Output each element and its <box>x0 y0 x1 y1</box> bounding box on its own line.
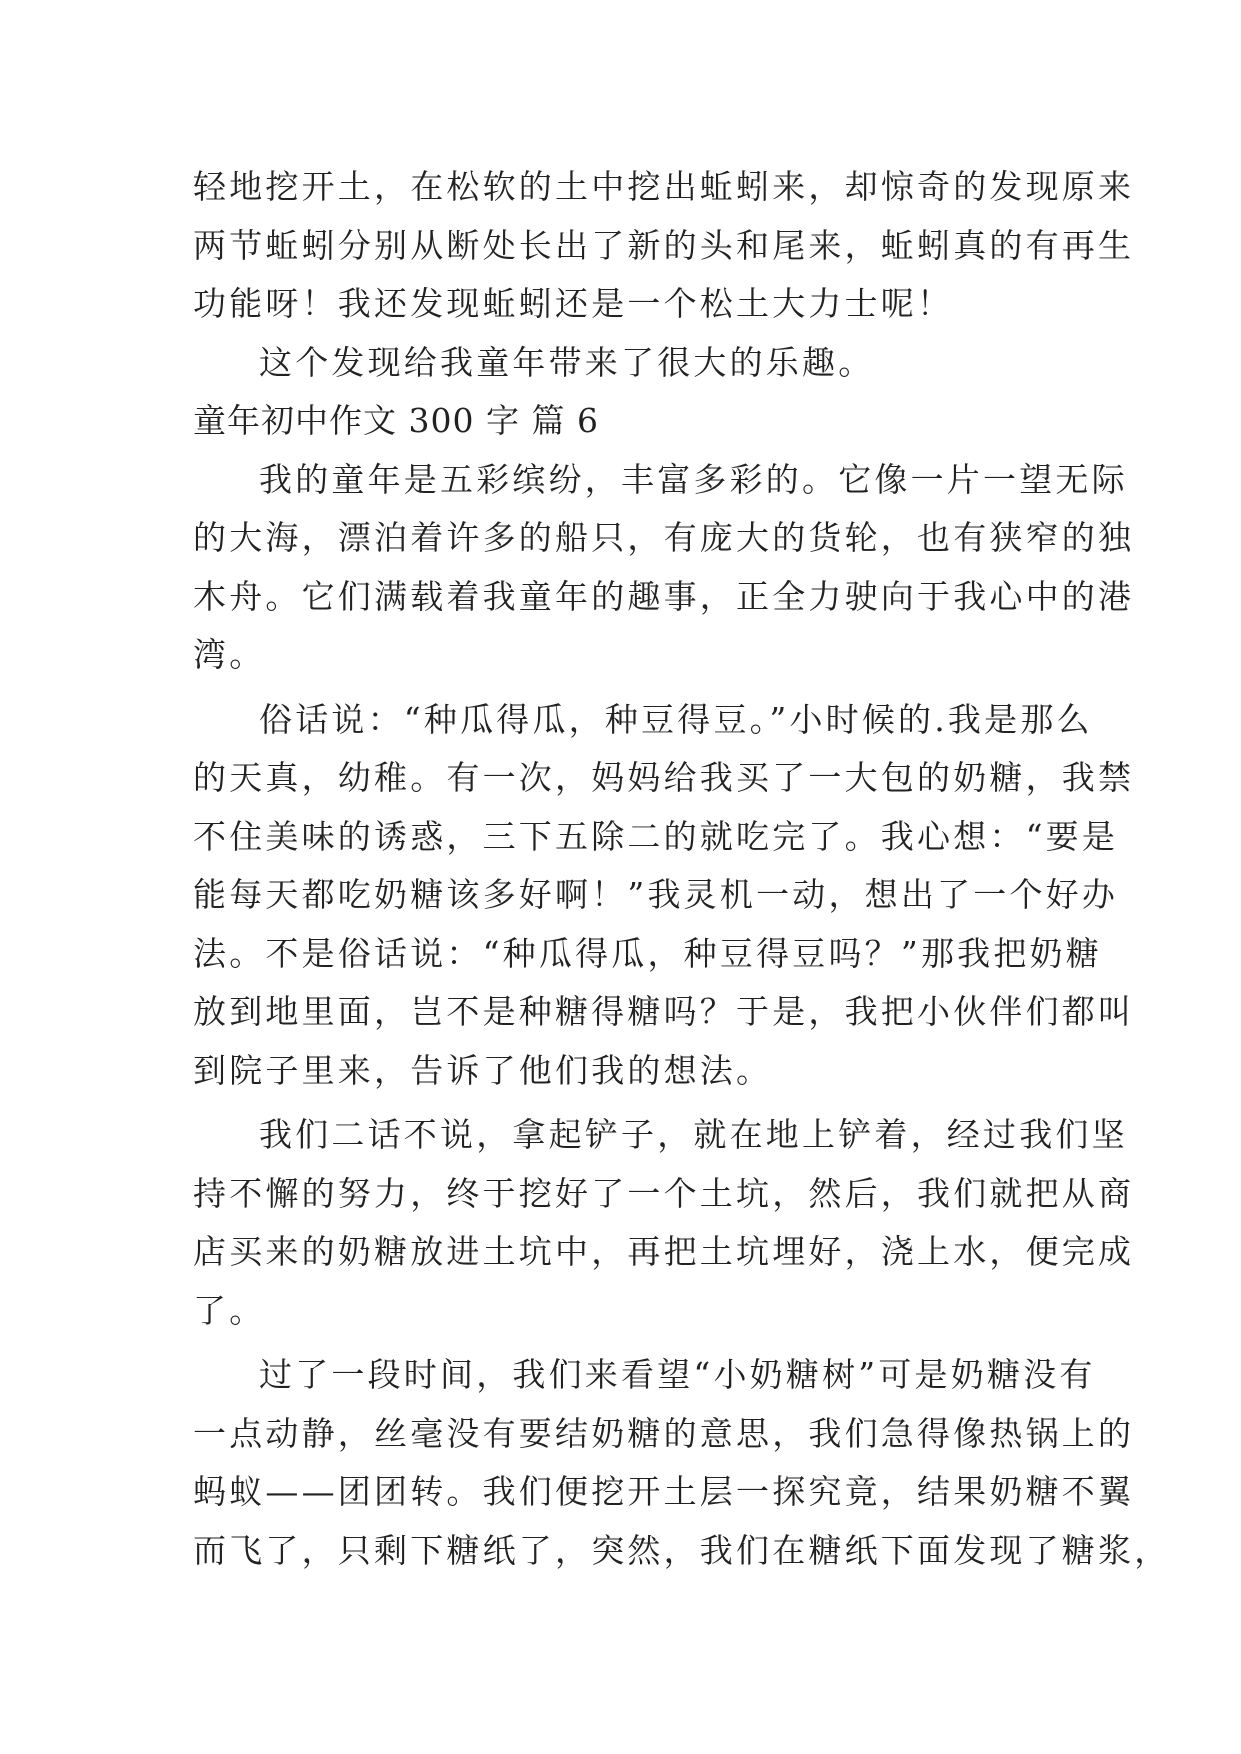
text-line: 木舟。它们满载着我童年的趣事，正全力驶向于我心中的港 <box>193 576 1135 616</box>
text-line: 放到地里面，岂不是种糖得糖吗？于是，我把小伙伴们都叫 <box>193 992 1135 1031</box>
text-line: 我们二话不说，拿起铲子，就在地上铲着，经过我们坚 <box>259 1115 1128 1154</box>
text-line: 到院子里来，告诉了他们我的想法。 <box>193 1050 773 1090</box>
text-line: 湾。 <box>193 635 266 674</box>
text-line: 能每天都吃奶糖该多好啊！”我灵机一动，想出了一个好办 <box>193 875 1119 914</box>
text-line: 过了一段时间，我们来看望“小奶糖树”可是奶糖没有 <box>259 1355 1096 1394</box>
paragraph <box>193 1106 1135 1340</box>
text-line: 一点动静，丝毫没有要结奶糖的意思，我们急得像热锅上的 <box>193 1413 1135 1453</box>
text-line: 轻地挖开土，在松软的土中挖出蚯蚓来，却惊奇的发现原来 <box>193 167 1135 206</box>
text-line: 而飞了，只剩下糖纸了，突然，我们在糖纸下面发现了糖浆， <box>193 1530 1171 1570</box>
text-line: 的大海，漂泊着许多的船只，有庞大的货轮，也有狭窄的独 <box>193 518 1135 557</box>
text-line: 不住美味的诱惑，三下五除二的就吃完了。我心想：“要是 <box>193 816 1119 856</box>
document-page <box>193 158 1171 1580</box>
text-line: 这个发现给我童年带来了很大的乐趣。 <box>259 342 875 382</box>
paragraph <box>193 158 1135 334</box>
paragraph <box>193 1346 1171 1580</box>
paragraph <box>193 334 1053 393</box>
text-line: 我的童年是五彩缤纷，丰富多彩的。它像一片一望无际 <box>259 459 1128 499</box>
section-heading <box>193 392 1053 451</box>
paragraph <box>193 451 1135 685</box>
text-line: 俗话说：“种瓜得瓜，种豆得豆。”小时候的.我是那么 <box>259 699 1093 739</box>
heading-text: 童年初中作文 300 字 篇 6 <box>193 401 599 440</box>
text-line: 了。 <box>193 1290 266 1330</box>
text-line: 功能呀！我还发现蚯蚓还是一个松土大力士呢！ <box>193 284 954 323</box>
text-line: 蚂蚁——团团转。我们便挖开土层一探究竟，结果奶糖不翼 <box>193 1472 1135 1511</box>
text-line: 的天真，幼稚。有一次，妈妈给我买了一大包的奶糖，我禁 <box>193 758 1135 797</box>
text-line: 店买来的奶糖放进土坑中，再把土坑埋好，浇上水，便完成 <box>193 1232 1135 1271</box>
text-line: 两节蚯蚓分别从断处长出了新的头和尾来，蚯蚓真的有再生 <box>193 225 1135 265</box>
text-line: 法。不是俗话说：“种瓜得瓜，种豆得豆吗？”那我把奶糖 <box>193 933 1102 973</box>
paragraph <box>193 691 1135 1101</box>
text-line: 持不懈的努力，终于挖好了一个土坑，然后，我们就把从商 <box>193 1173 1135 1213</box>
